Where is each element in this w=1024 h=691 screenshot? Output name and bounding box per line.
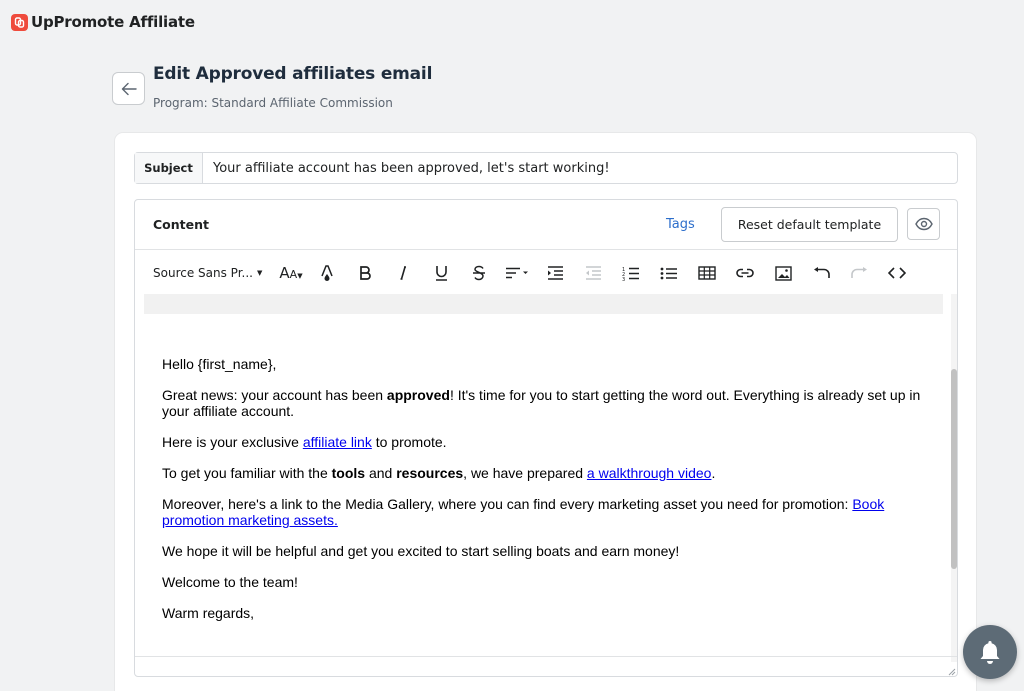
ordered-list-icon — [622, 266, 640, 281]
svg-text:1: 1 — [622, 266, 626, 273]
bold-button[interactable] — [346, 259, 384, 287]
source-code-button[interactable] — [878, 259, 916, 287]
email-signoff: Warm regards, — [162, 605, 255, 621]
bold-icon — [359, 266, 371, 280]
strikethrough-icon — [472, 265, 486, 281]
subject-label: Subject — [135, 153, 203, 183]
undo-button[interactable] — [802, 259, 840, 287]
underline-button[interactable] — [422, 259, 460, 287]
page-subtitle: Program: Standard Affiliate Commission — [153, 96, 393, 110]
preview-button[interactable] — [907, 208, 940, 240]
font-size-button[interactable] — [274, 259, 308, 287]
editor-toolbar — [135, 252, 957, 294]
link-button[interactable] — [726, 259, 764, 287]
bullet-list-icon — [660, 267, 678, 280]
affiliate-link[interactable]: affiliate link — [302, 434, 372, 450]
indent-icon — [547, 266, 564, 280]
font-family-value: Source Sans Pr... — [153, 266, 253, 280]
image-icon — [775, 266, 792, 281]
subject-input[interactable] — [203, 153, 957, 183]
app-title: UpPromote Affiliate — [31, 13, 195, 31]
arrow-left-icon — [121, 82, 137, 96]
media-gallery-link[interactable]: Book promotion marketing assets. — [162, 496, 885, 528]
code-icon — [888, 267, 906, 279]
italic-button[interactable] — [384, 259, 422, 287]
content-box — [134, 199, 958, 677]
font-size-icon: AA▼ — [279, 264, 303, 282]
email-paragraph-2: Here is your exclusive affiliate link to promote. — [162, 434, 447, 450]
uppromote-logo-icon — [11, 14, 28, 31]
email-paragraph-6: Welcome to the team! — [162, 574, 298, 590]
outdent-button[interactable] — [574, 259, 612, 287]
align-button[interactable] — [498, 259, 536, 287]
bullet-list-button[interactable] — [650, 259, 688, 287]
eye-icon — [915, 217, 933, 231]
redo-button[interactable] — [840, 259, 878, 287]
email-paragraph-5: We hope it will be helpful and get you excited to start selling boats and earn money! — [162, 543, 680, 559]
align-left-icon — [505, 267, 529, 279]
page-title: Edit Approved affiliates email — [153, 64, 433, 84]
content-header — [135, 200, 957, 250]
text-color-icon — [320, 264, 334, 282]
content-label: Content — [153, 217, 209, 232]
font-family-select[interactable] — [153, 266, 274, 280]
notification-button[interactable] — [963, 625, 1017, 679]
outdent-icon — [585, 266, 602, 280]
text-color-button[interactable] — [308, 259, 346, 287]
undo-icon — [813, 267, 830, 279]
editor-scrollbar-thumb[interactable] — [951, 369, 957, 569]
walkthrough-video-link[interactable]: a walkthrough video — [586, 465, 712, 481]
underline-icon — [435, 265, 448, 281]
editor-top-band — [144, 294, 943, 314]
svg-text:2: 2 — [622, 271, 626, 278]
editor-status-divider — [135, 656, 957, 657]
indent-button[interactable] — [536, 259, 574, 287]
italic-icon — [398, 266, 408, 280]
svg-text:3: 3 — [622, 276, 626, 281]
reset-default-template-button[interactable]: Reset default template — [721, 207, 898, 242]
top-bar — [0, 0, 1024, 44]
back-button[interactable] — [112, 72, 145, 105]
email-paragraph-1: Great news: your account has been approved! It's time for you to start getting the word out. Everything is already set up in your affiliate account. — [162, 387, 921, 419]
ordered-list-button[interactable] — [612, 259, 650, 287]
email-paragraph-3: To get you familiar with the tools and resources, we have prepared a walkthrough video. — [162, 465, 716, 481]
table-button[interactable] — [688, 259, 726, 287]
tags-link[interactable]: Tags — [666, 217, 695, 232]
bell-icon — [978, 639, 1002, 665]
image-button[interactable] — [764, 259, 802, 287]
email-body[interactable] — [162, 356, 922, 636]
resize-handle-icon[interactable] — [946, 666, 956, 676]
email-paragraph-4: Moreover, here's a link to the Media Gallery, where you can find every marketing asset you need for promotion: Book promotion marketing assets. — [162, 496, 885, 528]
strikethrough-button[interactable] — [460, 259, 498, 287]
link-icon — [736, 268, 754, 278]
redo-icon — [851, 267, 868, 279]
email-greeting: Hello {first_name}, — [162, 356, 277, 372]
chevron-down-icon: ▼ — [256, 269, 263, 277]
subject-row — [134, 152, 958, 184]
editor-area[interactable] — [135, 294, 957, 662]
table-icon — [698, 266, 716, 280]
